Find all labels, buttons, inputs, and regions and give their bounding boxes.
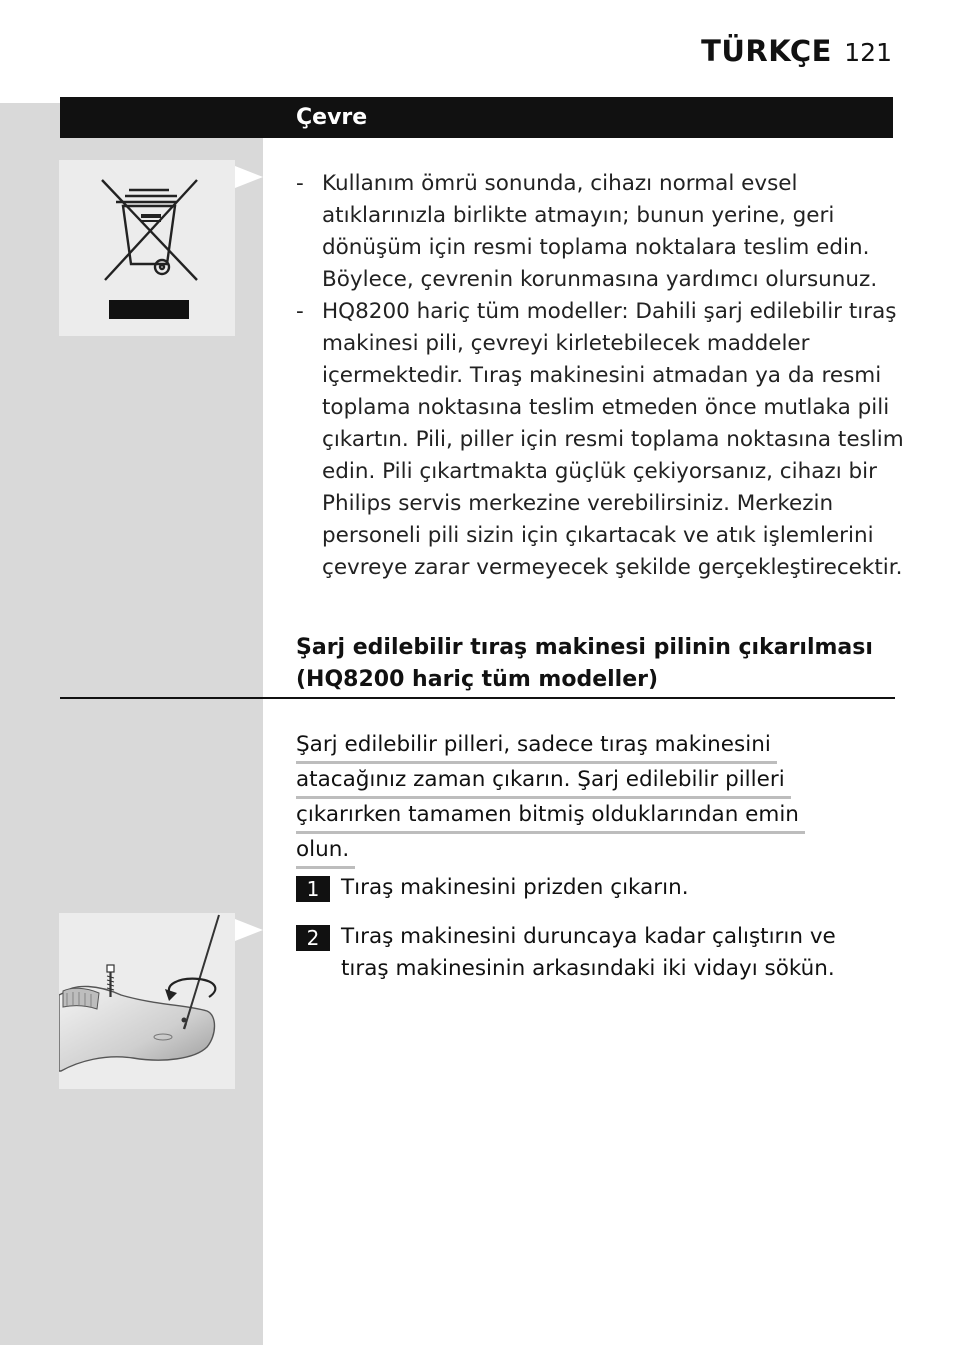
- warning-line: olun.: [296, 834, 355, 869]
- image-pointer: [235, 919, 263, 941]
- shaver-screw-removal-illustration: [59, 913, 235, 1089]
- subsection-heading: Şarj edilebilir tıraş makinesi pilinin çıkarılması (HQ8200 hariç tüm modeller): [296, 635, 873, 692]
- step-item: [296, 872, 881, 904]
- list-dash: -: [296, 299, 304, 324]
- weee-image-panel: [59, 160, 235, 336]
- list-item-text: HQ8200 hariç tüm modeller: Dahili şarj edilebilir tıraş makinesi pili, çevreyi kirletebilecek maddeler içermektedir. Tıraş makinesini atmadan ya da resmi toplama noktasına teslim etmeden önce mutlaka pili çıkartın. Pili, piller için resmi toplama noktasına teslim edin. Pili çıkartmakta güçlük çekiyorsanız, cihazı bir Philips servis merkezine verebilirsiniz. Merkezin personeli pili sizin için çıkartacak ve atık işlemlerini çevreye zarar vermeyecek şekilde gerçekleştirecektir.: [322, 299, 904, 580]
- step-number: 2: [296, 925, 330, 951]
- list-dash: -: [296, 171, 304, 196]
- step-text: Tıraş makinesini duruncaya kadar çalıştırın ve tıraş makinesinin arkasındaki iki vidayı sökün.: [341, 924, 836, 981]
- warning-line: Şarj edilebilir pilleri, sadece tıraş makinesini: [296, 729, 777, 764]
- warning-note: [296, 729, 856, 869]
- list-item-text: Kullanım ömrü sonunda, cihazı normal evsel atıklarınızla birlikte atmayın; bunun yerine, geri dönüşüm için resmi toplama noktalara teslim edin. Böylece, çevrenin korunmasına yardımcı olursunuz.: [322, 171, 878, 292]
- warning-line: çıkarırken tamamen bitmiş olduklarından emin: [296, 799, 805, 834]
- language-heading: TÜRKÇE: [701, 34, 832, 68]
- warning-line: atacağınız zaman çıkarın. Şarj edilebilir pilleri: [296, 764, 791, 799]
- step-text: Tıraş makinesini prizden çıkarın.: [341, 875, 689, 900]
- list-item: [294, 168, 904, 296]
- step-item: [296, 921, 881, 985]
- page-number: 121: [844, 38, 892, 67]
- shaver-image-panel: [59, 913, 235, 1089]
- crossed-out-wheelie-bin-icon: [59, 160, 235, 336]
- list-item: [294, 296, 904, 584]
- image-pointer: [235, 166, 263, 188]
- section-title: Çevre: [296, 105, 368, 130]
- divider-rule: [60, 697, 895, 699]
- step-number: 1: [296, 876, 330, 902]
- section-title-bar: [60, 97, 893, 138]
- environment-bullet-list: [294, 168, 904, 584]
